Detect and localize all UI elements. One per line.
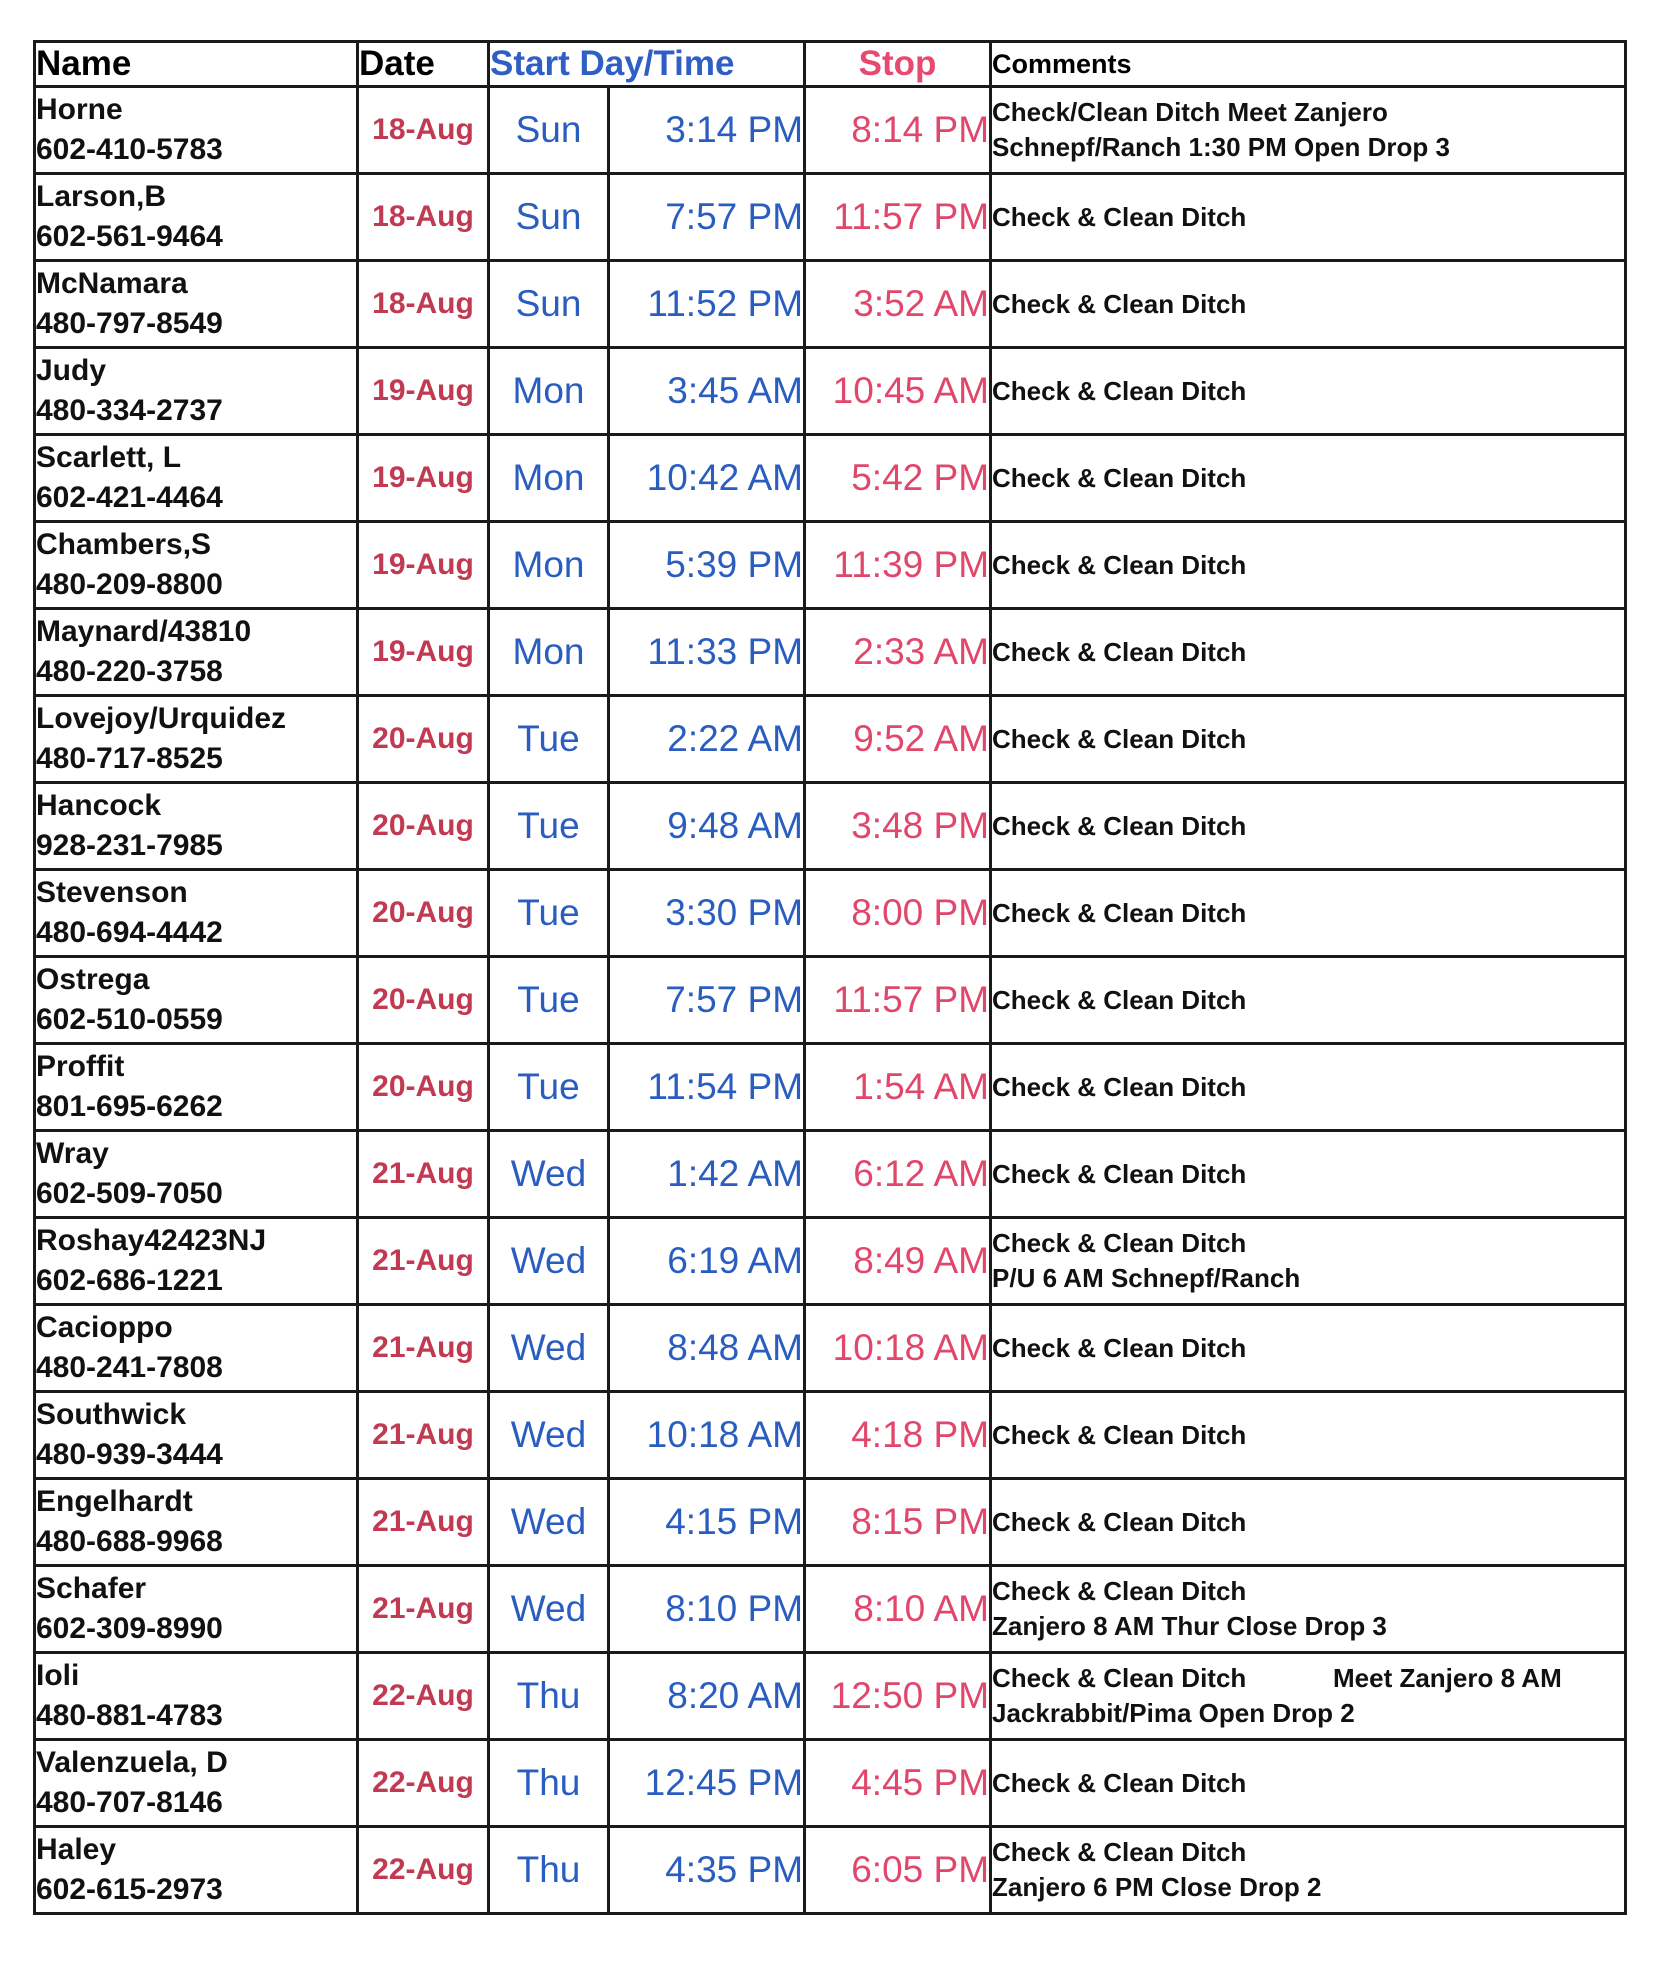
irrigation-schedule-table	[33, 40, 1627, 1915]
phone-number: 480-881-4783	[36, 1699, 223, 1732]
comment-cell	[991, 261, 1626, 348]
name-cell	[35, 1653, 358, 1740]
start-day-cell: Mon	[489, 348, 609, 435]
date-cell: 21-Aug	[358, 1392, 489, 1479]
start-time-cell: 7:57 PM	[609, 174, 805, 261]
start-time-cell: 8:10 PM	[609, 1566, 805, 1653]
comment-cell	[991, 174, 1626, 261]
name-cell	[35, 957, 358, 1044]
phone-number: 801-695-6262	[36, 1090, 223, 1123]
stop-time-cell: 12:50 PM	[805, 1653, 991, 1740]
phone-number: 480-220-3758	[36, 655, 223, 688]
phone-number: 480-939-3444	[36, 1438, 223, 1471]
comment-line-1: Check & Clean Ditch	[992, 1837, 1247, 1867]
start-time-cell: 8:48 AM	[609, 1305, 805, 1392]
comment-line-1: Check & Clean Ditch	[992, 1506, 1247, 1537]
person-name: Stevenson	[36, 876, 188, 909]
table-row	[35, 1653, 1626, 1740]
phone-number: 602-309-8990	[36, 1612, 223, 1645]
person-name: Schafer	[36, 1572, 147, 1605]
stop-time-cell: 8:15 PM	[805, 1479, 991, 1566]
header-start-day-time: Start Day/Time	[489, 42, 805, 87]
name-cell	[35, 1044, 358, 1131]
comment-line-1: Check/Clean Ditch Meet Zanjero	[992, 97, 1388, 127]
table-row	[35, 609, 1626, 696]
date-cell: 18-Aug	[358, 261, 489, 348]
person-name: McNamara	[36, 267, 188, 300]
date-cell: 22-Aug	[358, 1653, 489, 1740]
comment-cell	[991, 435, 1626, 522]
table-row	[35, 435, 1626, 522]
start-time-cell: 11:52 PM	[609, 261, 805, 348]
comment-cell	[991, 1131, 1626, 1218]
person-name: Proffit	[36, 1050, 125, 1083]
header-comments: Comments	[991, 42, 1626, 87]
phone-number: 480-797-8549	[36, 307, 223, 340]
comment-cell	[991, 957, 1626, 1044]
start-day-cell: Sun	[489, 261, 609, 348]
table-row	[35, 1218, 1626, 1305]
comment-line-2: Jackrabbit/Pima Open Drop 2	[992, 1698, 1355, 1728]
start-time-cell: 4:35 PM	[609, 1827, 805, 1914]
comment-cell	[991, 696, 1626, 783]
phone-number: 480-694-4442	[36, 916, 223, 949]
start-time-cell: 3:14 PM	[609, 87, 805, 174]
phone-number: 480-241-7808	[36, 1351, 223, 1384]
date-cell: 21-Aug	[358, 1218, 489, 1305]
start-day-cell: Wed	[489, 1392, 609, 1479]
comment-line-1: Check & Clean Ditch	[992, 636, 1247, 667]
start-day-cell: Thu	[489, 1653, 609, 1740]
stop-time-cell: 4:45 PM	[805, 1740, 991, 1827]
name-cell	[35, 1392, 358, 1479]
comment-line-1: Check & Clean Ditch	[992, 1576, 1247, 1606]
name-cell	[35, 261, 358, 348]
person-name: Wray	[36, 1137, 109, 1170]
comment-cell	[991, 870, 1626, 957]
start-day-cell: Thu	[489, 1827, 609, 1914]
stop-time-cell: 2:33 AM	[805, 609, 991, 696]
start-time-cell: 10:42 AM	[609, 435, 805, 522]
comment-cell	[991, 1566, 1626, 1653]
phone-number: 602-421-4464	[36, 481, 223, 514]
start-time-cell: 10:18 AM	[609, 1392, 805, 1479]
comment-line-1: Check & Clean Ditch	[992, 1228, 1247, 1258]
comment-line-2: P/U 6 AM Schnepf/Ranch	[992, 1263, 1301, 1293]
date-cell: 20-Aug	[358, 957, 489, 1044]
comment-cell	[991, 348, 1626, 435]
date-cell: 19-Aug	[358, 609, 489, 696]
phone-number: 602-686-1221	[36, 1264, 223, 1297]
start-time-cell: 5:39 PM	[609, 522, 805, 609]
person-name: Engelhardt	[36, 1485, 193, 1518]
table-row	[35, 1305, 1626, 1392]
name-cell	[35, 1131, 358, 1218]
person-name: Horne	[36, 93, 123, 126]
comment-cell	[991, 609, 1626, 696]
start-day-cell: Mon	[489, 609, 609, 696]
comment-line-1: Check & Clean Ditch	[992, 1419, 1247, 1450]
comment-cell	[991, 1044, 1626, 1131]
start-day-cell: Sun	[489, 174, 609, 261]
name-cell	[35, 435, 358, 522]
comment-line-1: Check & Clean Ditch	[992, 462, 1247, 493]
phone-number: 480-209-8800	[36, 568, 223, 601]
table-row	[35, 348, 1626, 435]
start-time-cell: 3:45 AM	[609, 348, 805, 435]
table-row	[35, 261, 1626, 348]
comment-cell	[991, 783, 1626, 870]
comment-cell	[991, 1827, 1626, 1914]
header-name: Name	[35, 42, 358, 87]
comment-line-1: Check & Clean Ditch	[992, 810, 1247, 841]
date-cell: 18-Aug	[358, 87, 489, 174]
person-name: Judy	[36, 354, 107, 387]
stop-time-cell: 3:48 PM	[805, 783, 991, 870]
stop-time-cell: 9:52 AM	[805, 696, 991, 783]
stop-time-cell: 6:12 AM	[805, 1131, 991, 1218]
start-time-cell: 2:22 AM	[609, 696, 805, 783]
date-cell: 18-Aug	[358, 174, 489, 261]
name-cell	[35, 696, 358, 783]
name-cell	[35, 1218, 358, 1305]
stop-time-cell: 11:57 PM	[805, 174, 991, 261]
comment-line-1: Check & Clean Ditch	[992, 1332, 1247, 1363]
name-cell	[35, 1740, 358, 1827]
stop-time-cell: 10:45 AM	[805, 348, 991, 435]
start-time-cell: 6:19 AM	[609, 1218, 805, 1305]
table-row	[35, 957, 1626, 1044]
header-date: Date	[358, 42, 489, 87]
person-name: Valenzuela, D	[36, 1746, 228, 1779]
comment-cell	[991, 1218, 1626, 1305]
date-cell: 19-Aug	[358, 348, 489, 435]
date-cell: 22-Aug	[358, 1827, 489, 1914]
phone-number: 602-410-5783	[36, 133, 223, 166]
stop-time-cell: 11:39 PM	[805, 522, 991, 609]
comment-line-1: Check & Clean Ditch	[992, 984, 1247, 1015]
date-cell: 21-Aug	[358, 1305, 489, 1392]
date-cell: 19-Aug	[358, 522, 489, 609]
date-cell: 20-Aug	[358, 870, 489, 957]
person-name: Haley	[36, 1833, 117, 1866]
table-row	[35, 1740, 1626, 1827]
person-name: Chambers,S	[36, 528, 212, 561]
start-day-cell: Wed	[489, 1218, 609, 1305]
table-row	[35, 870, 1626, 957]
table-row	[35, 1566, 1626, 1653]
person-name: Scarlett, L	[36, 441, 182, 474]
comment-line-1: Check & Clean Ditch	[992, 375, 1247, 406]
date-cell: 20-Aug	[358, 1044, 489, 1131]
header-row	[35, 42, 1626, 87]
comment-line-1: Check & Clean Ditch	[992, 201, 1247, 232]
date-cell: 21-Aug	[358, 1566, 489, 1653]
start-day-cell: Mon	[489, 435, 609, 522]
comment-line-1: Check & Clean Ditch	[992, 1158, 1247, 1189]
comment-cell	[991, 1305, 1626, 1392]
date-cell: 21-Aug	[358, 1479, 489, 1566]
table-row	[35, 174, 1626, 261]
phone-number: 602-561-9464	[36, 220, 223, 253]
phone-number: 480-334-2737	[36, 394, 223, 427]
start-time-cell: 4:15 PM	[609, 1479, 805, 1566]
phone-number: 602-510-0559	[36, 1003, 223, 1036]
phone-number: 602-509-7050	[36, 1177, 223, 1210]
stop-time-cell: 10:18 AM	[805, 1305, 991, 1392]
table-row	[35, 1827, 1626, 1914]
comment-line-1: Check & Clean Ditch	[992, 549, 1247, 580]
person-name: Maynard/43810	[36, 615, 252, 648]
start-day-cell: Tue	[489, 1044, 609, 1131]
phone-number: 480-688-9968	[36, 1525, 223, 1558]
start-time-cell: 11:54 PM	[609, 1044, 805, 1131]
start-time-cell: 7:57 PM	[609, 957, 805, 1044]
start-time-cell: 3:30 PM	[609, 870, 805, 957]
comment-cell	[991, 87, 1626, 174]
stop-time-cell: 6:05 PM	[805, 1827, 991, 1914]
stop-time-cell: 8:49 AM	[805, 1218, 991, 1305]
person-name: Ostrega	[36, 963, 150, 996]
date-cell: 20-Aug	[358, 783, 489, 870]
start-day-cell: Tue	[489, 696, 609, 783]
comment-cell	[991, 1653, 1626, 1740]
comment-line-1: Check & Clean Ditch Meet Zanjero 8 AM	[992, 1663, 1562, 1693]
comment-cell	[991, 1392, 1626, 1479]
person-name: Roshay42423NJ	[36, 1224, 267, 1257]
table-row	[35, 522, 1626, 609]
name-cell	[35, 609, 358, 696]
phone-number: 480-717-8525	[36, 742, 223, 775]
stop-time-cell: 3:52 AM	[805, 261, 991, 348]
person-name: Cacioppo	[36, 1311, 173, 1344]
table-row	[35, 783, 1626, 870]
name-cell	[35, 174, 358, 261]
table-row	[35, 87, 1626, 174]
start-day-cell: Tue	[489, 957, 609, 1044]
comment-cell	[991, 522, 1626, 609]
name-cell	[35, 1827, 358, 1914]
person-name: Ioli	[36, 1659, 80, 1692]
table-row	[35, 1131, 1626, 1218]
start-day-cell: Wed	[489, 1305, 609, 1392]
start-time-cell: 12:45 PM	[609, 1740, 805, 1827]
name-cell	[35, 87, 358, 174]
stop-time-cell: 8:00 PM	[805, 870, 991, 957]
stop-time-cell: 5:42 PM	[805, 435, 991, 522]
stop-time-cell: 4:18 PM	[805, 1392, 991, 1479]
comment-line-2: Zanjero 6 PM Close Drop 2	[992, 1872, 1322, 1902]
start-time-cell: 8:20 AM	[609, 1653, 805, 1740]
stop-time-cell: 1:54 AM	[805, 1044, 991, 1131]
stop-time-cell: 8:10 AM	[805, 1566, 991, 1653]
stop-time-cell: 8:14 PM	[805, 87, 991, 174]
comment-cell	[991, 1740, 1626, 1827]
person-name: Lovejoy/Urquidez	[36, 702, 287, 735]
start-time-cell: 9:48 AM	[609, 783, 805, 870]
comment-cell	[991, 1479, 1626, 1566]
start-day-cell: Wed	[489, 1566, 609, 1653]
phone-number: 928-231-7985	[36, 829, 223, 862]
phone-number: 480-707-8146	[36, 1786, 223, 1819]
start-day-cell: Sun	[489, 87, 609, 174]
stop-time-cell: 11:57 PM	[805, 957, 991, 1044]
phone-number: 602-615-2973	[36, 1873, 223, 1906]
start-time-cell: 1:42 AM	[609, 1131, 805, 1218]
date-cell: 20-Aug	[358, 696, 489, 783]
name-cell	[35, 1566, 358, 1653]
person-name: Southwick	[36, 1398, 187, 1431]
header-stop: Stop	[805, 42, 991, 87]
start-day-cell: Thu	[489, 1740, 609, 1827]
table-row	[35, 1044, 1626, 1131]
comment-line-2: Zanjero 8 AM Thur Close Drop 3	[992, 1611, 1387, 1641]
table-row	[35, 696, 1626, 783]
name-cell	[35, 1479, 358, 1566]
person-name: Hancock	[36, 789, 162, 822]
comment-line-2: Schnepf/Ranch 1:30 PM Open Drop 3	[992, 132, 1450, 162]
start-time-cell: 11:33 PM	[609, 609, 805, 696]
comment-line-1: Check & Clean Ditch	[992, 723, 1247, 754]
comment-line-1: Check & Clean Ditch	[992, 897, 1247, 928]
date-cell: 19-Aug	[358, 435, 489, 522]
comment-line-1: Check & Clean Ditch	[992, 1071, 1247, 1102]
comment-line-1: Check & Clean Ditch	[992, 1767, 1247, 1798]
name-cell	[35, 1305, 358, 1392]
table-row	[35, 1479, 1626, 1566]
start-day-cell: Wed	[489, 1479, 609, 1566]
name-cell	[35, 348, 358, 435]
date-cell: 21-Aug	[358, 1131, 489, 1218]
start-day-cell: Tue	[489, 783, 609, 870]
start-day-cell: Mon	[489, 522, 609, 609]
person-name: Larson,B	[36, 180, 167, 213]
comment-line-1: Check & Clean Ditch	[992, 288, 1247, 319]
start-day-cell: Tue	[489, 870, 609, 957]
table-row	[35, 1392, 1626, 1479]
name-cell	[35, 783, 358, 870]
date-cell: 22-Aug	[358, 1740, 489, 1827]
name-cell	[35, 870, 358, 957]
start-day-cell: Wed	[489, 1131, 609, 1218]
name-cell	[35, 522, 358, 609]
